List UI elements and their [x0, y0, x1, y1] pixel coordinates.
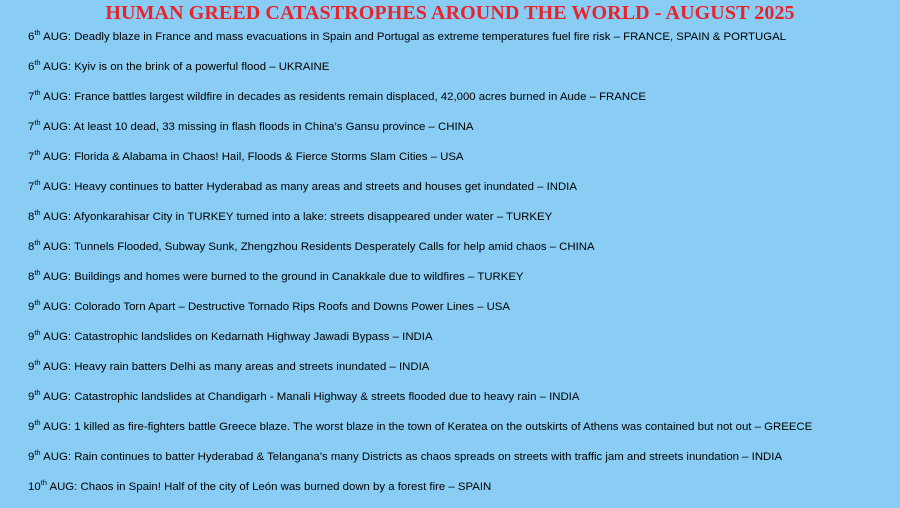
entry-date [28, 208, 68, 223]
entry-text: Heavy continues to batter Hyderabad as many areas and streets and houses get inundated – INDIA [74, 181, 577, 193]
entry-day-suffix: th [34, 358, 41, 368]
list-item [28, 358, 896, 388]
entry-date [28, 388, 68, 403]
entry-day: 9 [28, 451, 35, 463]
entry-separator: : [67, 241, 74, 253]
entry-separator: : [67, 31, 75, 43]
entry-month: AUG [43, 91, 68, 103]
entry-month: AUG [43, 361, 68, 373]
entry-day-suffix: th [34, 58, 41, 68]
entry-separator: : [67, 451, 75, 463]
entry-day-suffix: th [34, 448, 41, 458]
entry-day: 6 [28, 31, 35, 43]
entry-day: 7 [28, 151, 35, 163]
list-item [28, 88, 896, 118]
entry-date [28, 448, 68, 463]
entry-date [28, 268, 68, 283]
catastrophe-list [28, 28, 896, 508]
entry-month: AUG [43, 211, 68, 223]
entry-day-suffix: th [34, 148, 41, 158]
entry-separator: : [67, 361, 75, 373]
entry-date [28, 238, 68, 253]
entry-separator: : [67, 61, 75, 73]
entry-day-suffix: th [40, 478, 47, 488]
entry-day-suffix: th [34, 298, 41, 308]
entry-date [28, 118, 68, 133]
entry-text: Catastrophic landslides on Kedarnath Highway Jawadi Bypass – INDIA [74, 331, 433, 343]
list-item [28, 478, 896, 508]
list-item [28, 388, 896, 418]
entry-day-suffix: th [34, 88, 41, 98]
entry-day: 7 [28, 91, 35, 103]
entry-day-suffix: th [34, 418, 41, 428]
entry-date [28, 478, 75, 493]
entry-month: AUG [43, 301, 68, 313]
entry-date [28, 28, 68, 43]
list-item [28, 268, 896, 298]
entry-month: AUG [43, 121, 68, 133]
entry-text: 1 killed as fire-fighters battle Greece blaze. The worst blaze in the town of Keratea on the outskirts of Athens was contained but not out – GREECE [74, 421, 813, 433]
entry-month: AUG [49, 481, 75, 493]
entry-day: 7 [28, 181, 35, 193]
entry-day: 6 [28, 61, 35, 73]
entry-day: 9 [28, 301, 35, 313]
entry-text: Colorado Torn Apart – Destructive Tornado Rips Roofs and Downs Power Lines – USA [74, 301, 510, 313]
list-item [28, 238, 896, 268]
page-title: HUMAN GREED CATASTROPHES AROUND THE WORLD - AUGUST 2025 [105, 2, 795, 24]
entry-text: Deadly blaze in France and mass evacuations in Spain and Portugal as extreme temperatures fuel fire risk – FRANCE, SPAIN & PORTUGAL [74, 31, 786, 43]
entry-day: 8 [28, 211, 35, 223]
entry-date [28, 298, 68, 313]
entry-text: Heavy rain batters Delhi as many areas and streets inundated – INDIA [74, 361, 430, 373]
entry-text: France battles largest wildfire in decades as residents remain displaced, 42,000 acres burned in Aude – FRANCE [74, 91, 646, 103]
entry-text: Afyonkarahisar City in TURKEY turned into a lake: streets disappeared under water – TURKEY [73, 211, 553, 223]
entry-month: AUG [43, 331, 68, 343]
entry-separator: : [67, 91, 75, 103]
entry-day-suffix: th [34, 118, 41, 128]
entry-text: Kyiv is on the brink of a powerful flood – UKRAINE [74, 61, 330, 73]
list-item [28, 208, 896, 238]
list-item [28, 58, 896, 88]
entry-month: AUG [43, 31, 68, 43]
list-item [28, 118, 896, 148]
list-item [28, 328, 896, 358]
entry-day-suffix: th [34, 208, 41, 218]
entry-text: Catastrophic landslides at Chandigarh - Manali Highway & streets flooded due to heavy rain – INDIA [74, 391, 580, 403]
list-item [28, 448, 896, 478]
entry-month: AUG [43, 391, 68, 403]
list-item [28, 148, 896, 178]
entry-date [28, 178, 68, 193]
list-item [28, 28, 896, 58]
entry-day-suffix: th [34, 28, 41, 38]
entry-month: AUG [43, 151, 68, 163]
entry-date [28, 148, 68, 163]
entry-text: Tunnels Flooded, Subway Sunk, Zhengzhou Residents Desperately Calls for help amid chaos – CHINA [73, 241, 595, 253]
entry-separator: : [67, 301, 75, 313]
entry-separator: : [67, 151, 75, 163]
entry-day: 9 [28, 331, 35, 343]
entry-day: 8 [28, 271, 35, 283]
entry-text: Chaos in Spain! Half of the city of León was burned down by a forest fire – SPAIN [80, 481, 492, 493]
entry-day: 9 [28, 361, 35, 373]
entry-text: Florida & Alabama in Chaos! Hail, Floods & Fierce Storms Slam Cities – USA [74, 151, 464, 163]
entry-day-suffix: th [34, 178, 41, 188]
entry-separator: : [74, 481, 81, 493]
entry-month: AUG [43, 181, 68, 193]
entry-month: AUG [43, 451, 68, 463]
entry-day: 8 [28, 241, 35, 253]
list-item [28, 298, 896, 328]
entry-day: 9 [28, 421, 35, 433]
entry-date [28, 358, 68, 373]
entry-separator: : [67, 391, 75, 403]
entry-separator: : [67, 421, 75, 433]
entry-day-suffix: th [34, 238, 41, 248]
entry-day-suffix: th [34, 328, 41, 338]
entry-separator: : [67, 181, 75, 193]
entry-separator: : [67, 121, 74, 133]
list-item [28, 418, 896, 448]
entry-day-suffix: th [34, 268, 41, 278]
list-item [28, 178, 896, 208]
entry-month: AUG [43, 271, 68, 283]
entry-day: 7 [28, 121, 35, 133]
entry-month: AUG [43, 421, 68, 433]
entry-separator: : [67, 211, 74, 223]
entry-separator: : [67, 331, 75, 343]
entry-date [28, 58, 68, 73]
entry-separator: : [67, 271, 75, 283]
entry-text: Buildings and homes were burned to the ground in Canakkale due to wildfires – TURKEY [74, 271, 524, 283]
entry-day: 10 [28, 481, 41, 493]
entry-day: 9 [28, 391, 35, 403]
entry-month: AUG [43, 61, 68, 73]
entry-month: AUG [43, 241, 68, 253]
entry-day-suffix: th [34, 388, 41, 398]
entry-text: At least 10 dead, 33 missing in flash floods in China’s Gansu province – CHINA [73, 121, 474, 133]
entry-text: Rain continues to batter Hyderabad & Telangana’s many Districts as chaos spreads on streets with traffic jam and streets inundation – INDIA [74, 451, 783, 463]
entry-date [28, 418, 68, 433]
entry-date [28, 88, 68, 103]
entry-date [28, 328, 68, 343]
